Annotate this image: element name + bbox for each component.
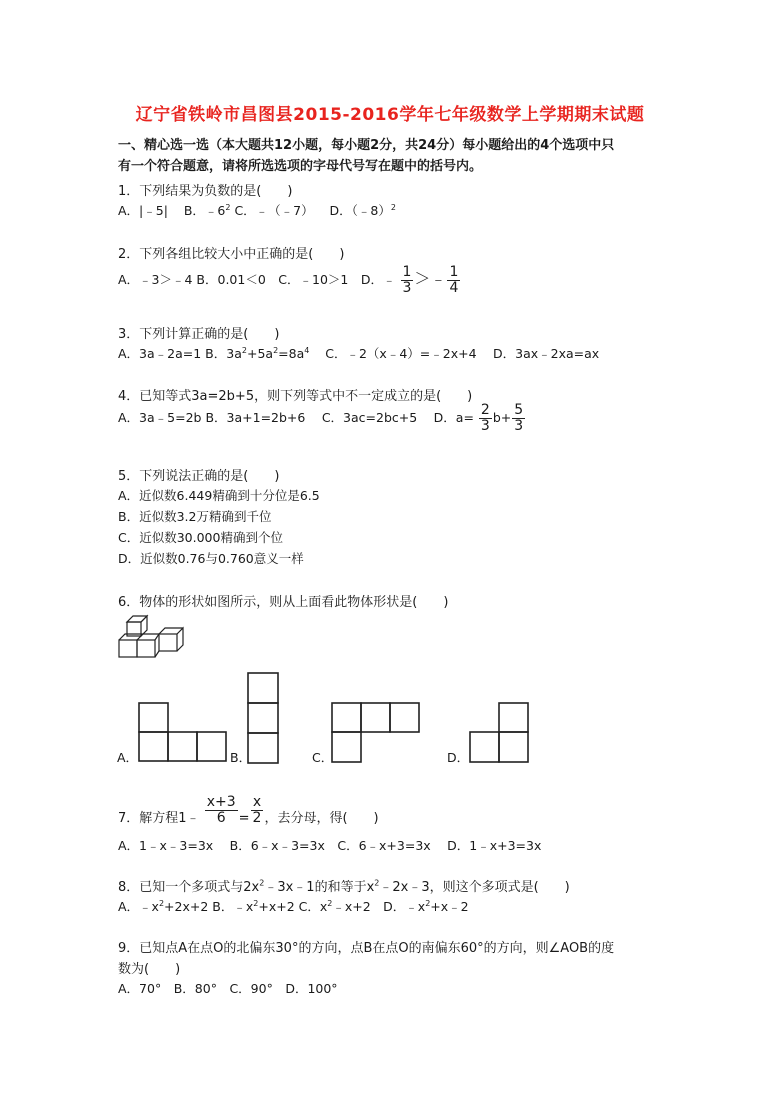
- q2-fraction-1: $\frac{1}{3}$: [402, 264, 412, 296]
- section-heading-line2: 有一个符合题意，请将所选选项的字母代号写在题中的括号内。: [118, 159, 483, 174]
- q1-option-d: D．（﹣8）$^2$: [329, 202, 396, 218]
- q2-fraction-2: $\frac{1}{4}$: [449, 264, 459, 296]
- q1-stem: 1．下列结果为负数的是( ): [118, 184, 293, 199]
- q6-option-b-label: B．: [230, 750, 252, 765]
- q3-stem: 3．下列计算正确的是( ): [118, 327, 280, 342]
- q8-options: A．$﹣x^2+2x+2$ B．$﹣x^2+x+2$ C．$x^2﹣x+2$ D．$﹣x^2+x﹣2$: [118, 898, 469, 914]
- q7-fraction-2: $\frac{x}{2}$: [252, 794, 262, 826]
- q4-fraction-2: $\frac{5}{3}$: [514, 402, 524, 434]
- q1-option-a: A．|﹣5|: [118, 203, 168, 218]
- q6-solid-figure: [115, 612, 190, 660]
- q3-options: A．3a﹣2a=1 B．$3a^2+5a^2=8a^4$ C．﹣2（x﹣4）=﹣2x+4 D．3ax﹣2xa=ax: [118, 345, 600, 361]
- q4-fraction-1: $\frac{2}{3}$: [480, 402, 490, 434]
- q9-options: A．70° B．80° C．90° D．100°: [118, 981, 338, 996]
- q5-option-d: D．近似数0.76与0.760意义一样: [118, 551, 304, 566]
- q2-options: [118, 265, 461, 296]
- q1-options: [118, 201, 396, 219]
- q1-option-b: B．$﹣6^2$: [183, 202, 231, 218]
- q6-option-d-label: D．: [447, 750, 470, 765]
- q7-stem: 7．解方程1﹣ $\frac{x+3}{6}$ = $\frac{x}{2}$ ，去分母，得( ): [118, 794, 379, 826]
- q5-option-c: C．近似数30.000精确到个位: [118, 530, 283, 545]
- q7-options: A．1﹣x﹣3=3x B．6﹣x﹣3=3x C．6﹣x+3=3x D．1﹣x+3=3x: [118, 838, 542, 853]
- q4-stem: 4．已知等式3a=2b+5，则下列等式中不一定成立的是( ): [118, 389, 473, 404]
- q2-stem: 2．下列各组比较大小中正确的是( ): [118, 247, 345, 262]
- q5-stem: 5．下列说法正确的是( ): [118, 469, 280, 484]
- q6-option-d-figure: [469, 702, 531, 765]
- q6-option-a-label: A．: [117, 750, 139, 765]
- q2-options-text: A．﹣3＞﹣4 B．0.01＜0 C．﹣10＞1 D．﹣: [118, 272, 396, 287]
- q1-option-c: C．﹣（﹣7）: [234, 203, 314, 218]
- q3-options-cd: C．﹣2（x﹣4）=﹣2x+4 D．3ax﹣2xa=ax: [325, 346, 600, 361]
- q4-options: A．3a﹣5=2b B．3a+1=2b+6 C．3ac=2bc+5 D．a= $\frac{2}{3}$ b+ $\frac{5}{3}$: [118, 402, 524, 434]
- q4-options-text: A．3a﹣5=2b B．3a+1=2b+6 C．3ac=2bc+5 D．a=: [118, 410, 474, 425]
- page-title: 辽宁省铁岭市昌图县2015-2016学年七年级数学上学期期末试题: [135, 105, 645, 125]
- q2-compare: ＞﹣: [414, 269, 447, 288]
- q6-option-a-figure: [138, 702, 228, 764]
- section-heading: [118, 135, 678, 177]
- q5-option-b: B．近似数3.2万精确到千位: [118, 509, 272, 524]
- q7-fraction-1: $\frac{x+3}{6}$: [206, 794, 236, 826]
- q6-option-b-figure: [247, 672, 281, 765]
- q6-option-c-figure: [331, 702, 423, 765]
- q5-option-a: A．近似数6.449精确到十分位是6.5: [118, 488, 320, 503]
- q9-stem-line1: 9．已知点A在点O的北偏东30°的方向，点B在点O的南偏东60°的方向，则∠AOB的度: [118, 941, 615, 956]
- q8-stem: 8．已知一个多项式与$2x^2﹣3x﹣1$的和等于$x^2﹣2x﹣3$，则这个多项式是( ): [118, 878, 570, 895]
- q6-stem: 6．物体的形状如图所示，则从上面看此物体形状是( ): [118, 595, 449, 610]
- q6-option-c-label: C．: [312, 750, 334, 765]
- section-heading-line1: 一、精心选一选（本大题共12小题，每小题2分，共24分）每小题给出的4个选项中只: [118, 138, 615, 153]
- q9-stem-line2: 数为( ): [118, 962, 181, 977]
